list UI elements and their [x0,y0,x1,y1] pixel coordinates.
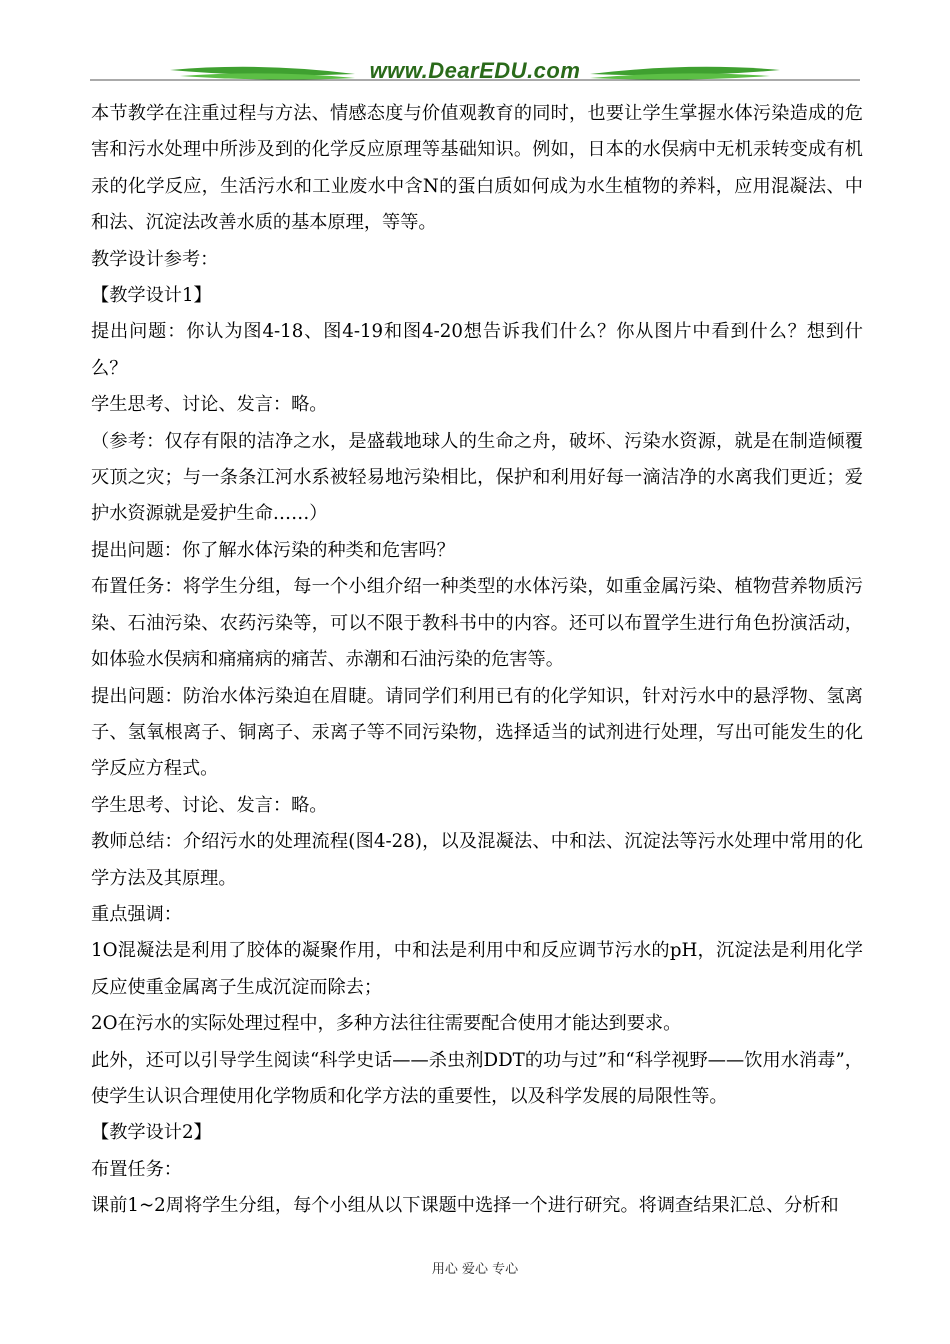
paragraph: 此外，还可以引导学生阅读“科学史话——杀虫剂DDT的功与过”和“科学视野——饮用水消毒”，使学生认识合理使用化学物质和化学方法的重要性，以及科学发展的局限性等。 [91,1049,863,1107]
section-heading: 【教学设计1】 [91,285,212,307]
paragraph: （参考：仅存有限的洁净之水，是盛载地球人的生命之舟，破坏、污染水资源，就是在制造倾覆灭顶之灾；与一条条江河水系被轻易地污染相比，保护和利用好每一滴洁净的水离我们更近；爱护水资源就是爱护生命……） [91,430,863,525]
paragraph: 学生思考、讨论、发言：略。 [91,794,328,816]
header-banner [90,56,860,90]
paragraph: 教师总结：介绍污水的处理流程(图4-28)，以及混凝法、中和法、沉淀法等污水处理中常用的化学方法及其原理。 [91,831,863,889]
paragraph: 布置任务： [91,1158,182,1180]
paragraph: 提出问题：防治水体污染迫在眉睫。请同学们利用已有的化学知识，针对污水中的悬浮物、氢离子、氢氧根离子、铜离子、汞离子等不同污染物，选择适当的试剂进行处理，写出可能发生的化学反应方程式。 [91,685,863,780]
paragraph: 1O混凝法是利用了胶体的凝聚作用，中和法是利用中和反应调节污水的pH，沉淀法是利用化学反应使重金属离子生成沉淀而除去； [91,940,863,998]
paragraph: 提出问题：你了解水体污染的种类和危害吗？ [91,539,455,561]
paragraph: 重点强调： [91,903,182,925]
section-heading: 【教学设计2】 [91,1122,212,1144]
site-logo-text: www.DearEDU.com [369,58,581,83]
paragraph: 本节教学在注重过程与方法、情感态度与价值观教育的同时，也要让学生掌握水体污染造成的危害和污水处理中所涉及到的化学反应原理等基础知识。例如，日本的水俣病中无机汞转变成有机汞的化学反应，生活污水和工业废水中含N的蛋白质如何成为水生植物的养料，应用混凝法、中和法、沉淀法改善水质的基本原理，等等。 [91,103,863,234]
paragraph: 学生思考、讨论、发言：略。 [91,394,328,416]
paragraph: 课前1~2周将学生分组，每个小组从以下课题中选择一个进行研究。将调查结果汇总、分析和 [91,1195,839,1217]
document-body [91,96,863,1225]
paragraph: 提出问题：你认为图4-18、图4-19和图4-20想告诉我们什么？你从图片中看到什么？想到什么？ [91,321,863,379]
paragraph: 布置任务：将学生分组，每一个小组介绍一种类型的水体污染，如重金属污染、植物营养物质污染、石油污染、农药污染等，可以不限于教科书中的内容。还可以布置学生进行角色扮演活动，如体验水俣病和痛痛病的痛苦、赤潮和石油污染的危害等。 [91,576,863,671]
paragraph: 2O在污水的实际处理过程中，多种方法往往需要配合使用才能达到要求。 [91,1013,682,1035]
paragraph: 教学设计参考： [91,248,219,270]
page-footer: 用心 爱心 专心 [431,1262,519,1277]
